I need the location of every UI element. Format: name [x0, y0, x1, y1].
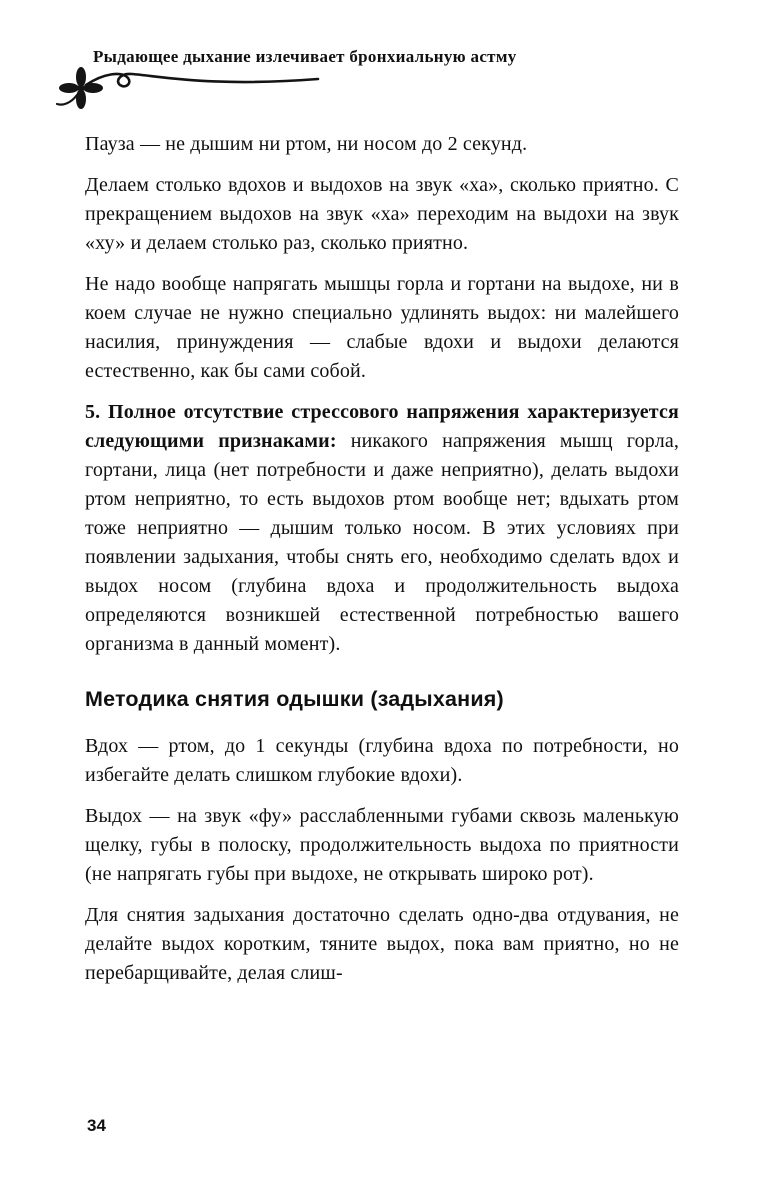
paragraph-stress-absence — [85, 398, 679, 659]
section-heading-breathlessness-method: Методика снятия одышки (задыхания) — [85, 687, 504, 711]
paragraph-stress-absence-rest: никакого напряжения мышц горла, гортани, лица (нет потребности и даже неприятно), делать выдохи ртом неприятно, то есть выдохов ртом вообще нет; вдыхать ртом тоже неприятно — дышим только носом. В этих условиях при появлении задыхания, чтобы снять его, необходимо сделать вдох и выдох носом (глубина вдоха и продолжительность выдоха определяются возникшей естественной потребностью вашего организма в данный момент). — [85, 430, 679, 655]
flourish-divider-icon — [54, 64, 324, 112]
paragraph-pause: Пауза — не дышим ни ртом, ни носом до 2 секунд. — [85, 133, 528, 155]
page-number: 34 — [87, 1116, 106, 1135]
paragraph-stress-absence-lead: 5. Полное отсутствие стрессового напряжения характеризуется следующими признаками: — [85, 401, 679, 452]
paragraph-no-strain: Не надо вообще напрягать мышцы горла и гортани на выдохе, ни в коем случае не нужно специально удлинять выдох: ни малейшего насилия, принуждения — слабые вдохи и выдохи делаются естественно, как бы сами собой. — [85, 273, 679, 382]
paragraph-exhale-fu: Выдох — на звук «фу» расслабленными губами сквозь маленькую щелку, губы в полоску, продолжительность выдоха по приятности (не напрягать губы при выдохе, не открывать широко рот). — [85, 805, 679, 885]
page-body — [85, 130, 679, 1000]
paragraph-relief: Для снятия задыхания достаточно сделать одно-два отдувания, не делайте выдох коротким, тяните выдох, пока вам приятно, но не перебарщивайте, делая слиш- — [85, 904, 679, 984]
paragraph-inhale: Вдох — ртом, до 1 секунды (глубина вдоха по потребности, но избегайте делать слишком глубокие вдохи). — [85, 735, 679, 786]
paragraph-ha-hu-sounds: Делаем столько вдохов и выдохов на звук «ха», сколько приятно. С прекращением выдохов на звук «ха» переходим на выдохи на звук «ху» и делаем столько раз, сколько приятно. — [85, 174, 679, 254]
running-header: Рыдающее дыхание излечивает бронхиальную астму — [93, 47, 517, 66]
